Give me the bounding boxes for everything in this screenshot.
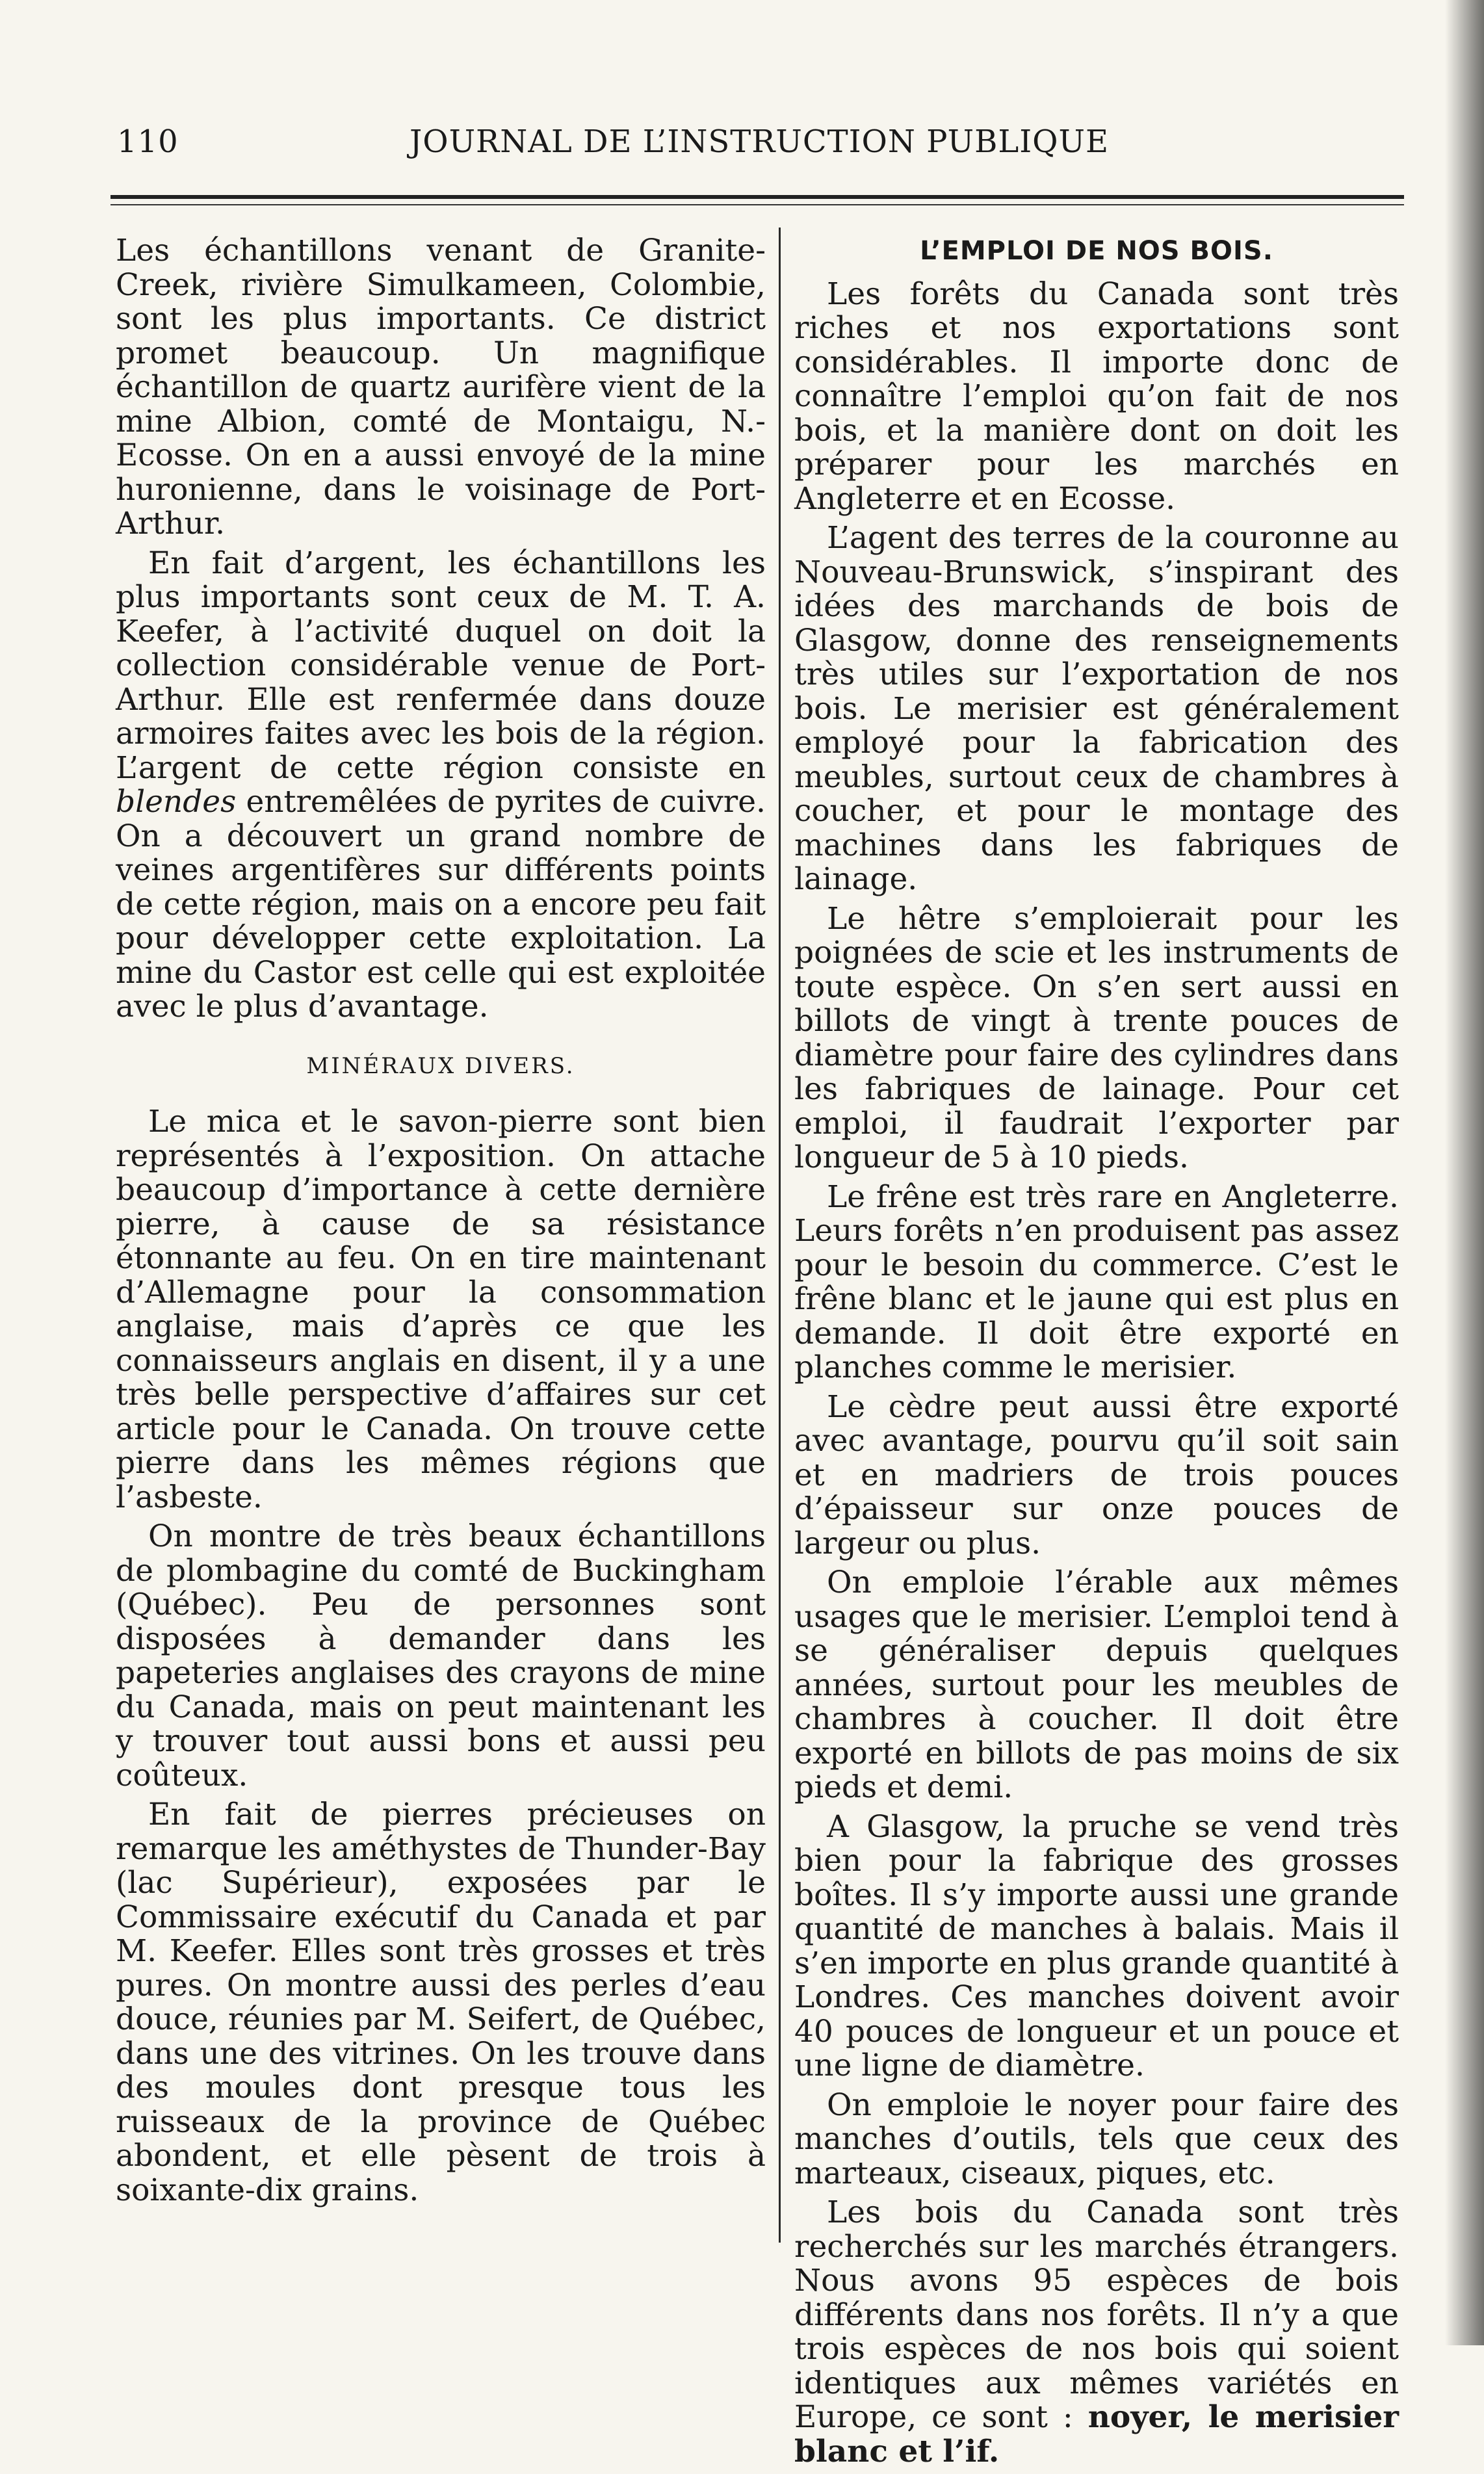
- right-paragraph-4: Le frêne est très rare en Angleterre. Leurs forêts n’en produisent pas assez pour le besoin du commerce. C’est le frêne blanc et le jaune qui est plus en demande. Il doit être exporté en planches comme le merisier.: [794, 1178, 1399, 1385]
- header-rule-thick: [111, 195, 1404, 199]
- right-paragraph-9-bold: noyer, le merisier blanc et l’if.: [794, 2399, 1399, 2469]
- column-divider: [779, 228, 781, 2243]
- section-heading-mineraux: MINÉRAUX DIVERS.: [306, 1052, 575, 1079]
- right-paragraph-9-start: Les bois du Canada sont très recherchés sur les marchés étrangers. Nous avons 95 espèces de bois différents dans nos forêts. Il n’y a que trois espèces de nos bois qui soient identiques aux mêmes variétés en Europe, ce sont :: [794, 2194, 1399, 2435]
- left-column: [116, 234, 766, 2213]
- right-paragraph-8: On emploie le noyer pour faire des manches d’outils, tels que ceux des marteaux, ciseaux, piques, etc.: [794, 2087, 1399, 2191]
- left-paragraph-2: [116, 547, 766, 1024]
- left-paragraph-1: Les échantillons venant de Granite-Creek, rivière Simulkameen, Colombie, sont les plus importants. Ce district promet beaucoup. Un magnifique échantillon de quartz aurifère vient de la mine Albion, comté de Montaigu, N.-Ecosse. On en a aussi envoyé de la mine huronienne, dans le voisinage de Port-Arthur.: [116, 233, 766, 541]
- article-heading: L’EMPLOI DE NOS BOIS.: [920, 236, 1273, 266]
- right-paragraph-9: [794, 2196, 1399, 2469]
- page-header: [111, 124, 1404, 182]
- right-paragraph-1: Les forêts du Canada sont très riches et nos exportations sont considérables. Il importe donc de connaître l’emploi qu’on fait de nos bois, et la manière dont on doit les préparer pour les marchés en Angleterre et en Ecosse.: [794, 276, 1399, 517]
- right-paragraph-7: A Glasgow, la pruche se vend très bien pour la fabrique des grosses boîtes. Il s’y importe aussi une grande quantité de manches à balais. Mais il s’en importe en plus grande quantité à Londres. Ces manches doivent avoir 40 pouces de longueur et un pouce et une ligne de diamètre.: [794, 1808, 1399, 2083]
- page-number: 110: [117, 124, 179, 160]
- right-paragraph-2: L’agent des terres de la couronne au Nouveau-Brunswick, s’inspirant des idées des marchands de bois de Glasgow, donne des renseignements très utiles sur l’exportation de nos bois. Le merisier est généralement employé pour la fabrication des meubles, surtout ceux de chambres à coucher, et pour le montage des machines dans les fabriques de lainage.: [794, 520, 1399, 897]
- left-paragraph-2-italic: blendes: [116, 784, 237, 820]
- left-paragraph-2-end: entremêlées de pyrites de cuivre. On a découvert un grand nombre de veines argentifères sur différents points de cette région, mais on a encore peu fait pour développer cette exploitation. La mine du Castor est celle qui est exploitée avec le plus d’avantage.: [116, 784, 766, 1024]
- header-rule-thin: [111, 204, 1404, 205]
- page-edge-shadow: [1445, 0, 1484, 2345]
- right-paragraph-6: On emploie l’érable aux mêmes usages que le merisier. L’emploi tend à se généraliser depuis quelques années, surtout pour les meubles de chambres à coucher. Il doit être exporté en billots de pas moins de six pieds et demi.: [794, 1565, 1399, 1805]
- left-paragraph-5: En fait de pierres précieuses on remarque les améthystes de Thunder-Bay (lac Supérieur), exposées par le Commissaire exécutif du Canada et par M. Keefer. Elles sont très grosses et très pures. On montre aussi des perles d’eau douce, réunies par M. Seifert, de Québec, dans une des vitrines. On les trouve dans des moules dont presque tous les ruisseaux de la province de Québec abondent, et elle pèsent de trois à soixante-dix grains.: [116, 1797, 766, 2208]
- left-paragraph-3: Le mica et le savon-pierre sont bien représentés à l’exposition. On attache beaucoup d’importance à cette dernière pierre, à cause de sa résistance étonnante au feu. On en tire maintenant d’Allemagne pour la consommation anglaise, mais d’après ce que les connaisseurs anglais en disent, il y a une très belle perspective d’affaires sur cet article pour le Canada. On trouve cette pierre dans les mêmes régions que l’asbeste.: [116, 1104, 766, 1515]
- journal-title: JOURNAL DE L’INSTRUCTION PUBLIQUE: [410, 124, 1110, 160]
- left-paragraph-4: On montre de très beaux échantillons de plombagine du comté de Buckingham (Québec). Peu de personnes sont disposées à demander dans les papeteries anglaises des crayons de mine du Canada, mais on peut maintenant les y trouver tout aussi bons et aussi peu coûteux.: [116, 1518, 766, 1793]
- right-column: [794, 234, 1399, 2474]
- right-paragraph-5: Le cèdre peut aussi être exporté avec avantage, pourvu qu’il soit sain et en madriers de trois pouces d’épaisseur sur onze pouces de largeur ou plus.: [794, 1388, 1399, 1561]
- right-paragraph-3: Le hêtre s’emploierait pour les poignées de scie et les instruments de toute espèce. On s’en sert aussi en billots de vingt à trente pouces de diamètre pour faire des cylindres dans les fabriques de lainage. Pour cet emploi, il faudrait l’exporter par longueur de 5 à 10 pieds.: [794, 900, 1399, 1175]
- left-paragraph-2-start: En fait d’argent, les échantillons les plus importants sont ceux de M. T. A. Keefer, à l’activité duquel on doit la collection considérable venue de Port-Arthur. Elle est renfermée dans douze armoires faites avec les bois de la région. L’argent de cette région consiste en: [116, 545, 766, 786]
